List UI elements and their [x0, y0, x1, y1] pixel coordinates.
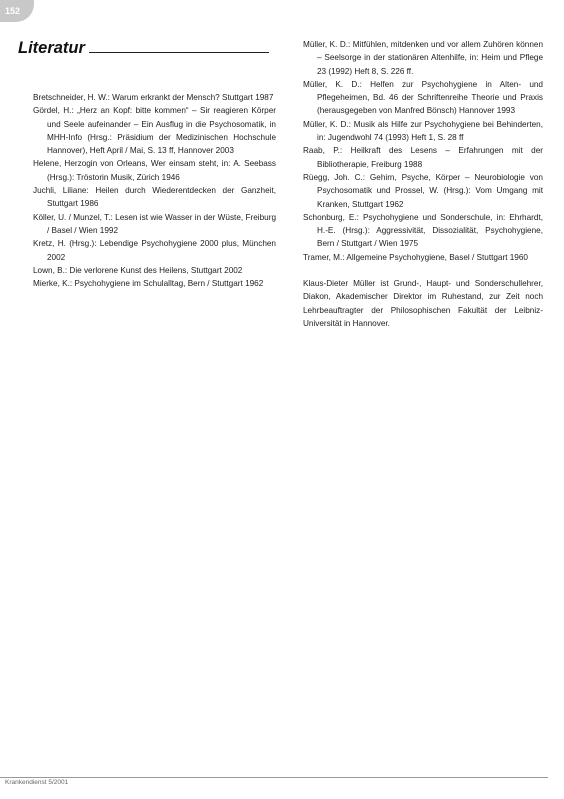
- reference-entry: Lown, B.: Die verlorene Kunst des Heilens, Stuttgart 2002: [33, 265, 243, 275]
- page-corner-tab: [0, 0, 34, 22]
- reference-entry: Tramer, M.: Allgemeine Psychohygiene, Basel / Stuttgart 1960: [303, 252, 528, 262]
- footer-journal-label: Krankendienst 5/2001: [5, 779, 69, 786]
- reference-entry: Helene, Herzogin von Orleans, Wer einsam steht, in: A. Seebass (Hrsg.): Tröstorin Musik, Zürich 1946: [33, 159, 276, 182]
- reference-entry: Juchli, Liliane: Heilen durch Wiederentdecken der Ganzheit, Stuttgart 1986: [33, 186, 276, 209]
- reference-entry: Mierke, K.: Psychohygiene im Schulalltag, Bern / Stuttgart 1962: [33, 279, 264, 289]
- page-number: 152: [5, 6, 21, 16]
- reference-entry: Müller, K. D.: Mitfühlen, mitdenken und vor allem Zuhören können – Seelsorge in der stationären Altenhilfe, in: Heim und Pflege 23 (1992) Heft 8, S. 226 ff.: [303, 40, 543, 76]
- reference-entry: Gördel, H.: „Herz an Kopf: bitte kommen“ – Sir reagieren Körper und Seele aufeinander – Ein Ausflug in die Psychosomatik, in MHH-Info (Hrsg.: Präsidium der Medizinischen Hochschule Hannover), Heft April / Mai, S. 13 ff, Hannover 2003: [33, 106, 276, 156]
- reference-entry: Müller, K. D.: Musik als Hilfe zur Psychohygiene bei Behinderten, in: Jugendwohl 74 (1993) Heft 1, S. 28 ff: [303, 119, 543, 143]
- references-left-column: [33, 91, 276, 290]
- reference-entry: Rüegg, Joh. C.: Gehirn, Psyche, Körper – Neurobiologie von Psychosomatik und Prossel, W. (Hrsg.): Vom Umgang mit Kranken, Stuttgart 1962: [303, 172, 543, 209]
- reference-entry: Raab, P.: Heilkraft des Lesens – Erfahrungen mit der Bibliotherapie, Freiburg 1988: [303, 146, 543, 169]
- heading-rule: [89, 52, 269, 53]
- section-heading-row: [18, 32, 269, 56]
- author-bio: [303, 277, 543, 330]
- references-right-column: [303, 38, 543, 330]
- footer-rule: [0, 777, 548, 778]
- reference-entry: Kretz, H. (Hrsg.): Lebendige Psychohygiene 2000 plus, München 2002: [33, 239, 276, 262]
- author-bio-text: Klaus-Dieter Müller ist Grund-, Haupt- und Sonderschullehrer, Diakon, Akademischer Direktor im Ruhestand, zur Zeit noch Lehrbeauftragter der Philosophischen Fakultät der Leibniz-Universität in Hannover.: [303, 279, 543, 328]
- reference-entry: Schonburg, E.: Psychohygiene und Sonderschule, in: Ehrhardt, H.-E. (Hrsg.): Aggressivität, Dissozialität, Psychohygiene, Bern / Stuttgart / Wien 1975: [303, 212, 543, 249]
- reference-entry: Bretschneider, H. W.: Warum erkrankt der Mensch? Stuttgart 1987: [33, 93, 274, 102]
- reference-entry: Köller, U. / Munzel, T.: Lesen ist wie Wasser in der Wüste, Freiburg / Basel / Wien 1992: [33, 212, 276, 235]
- section-heading: Literatur: [18, 38, 85, 57]
- reference-entry: Müller, K. D.: Helfen zur Psychohygiene in Alten- und Pflegeheimen, Bd. 46 der Schriftenreihe Theorie und Praxis (herausgegeben von Manfred Bönsch) Hannover 1993: [303, 79, 543, 116]
